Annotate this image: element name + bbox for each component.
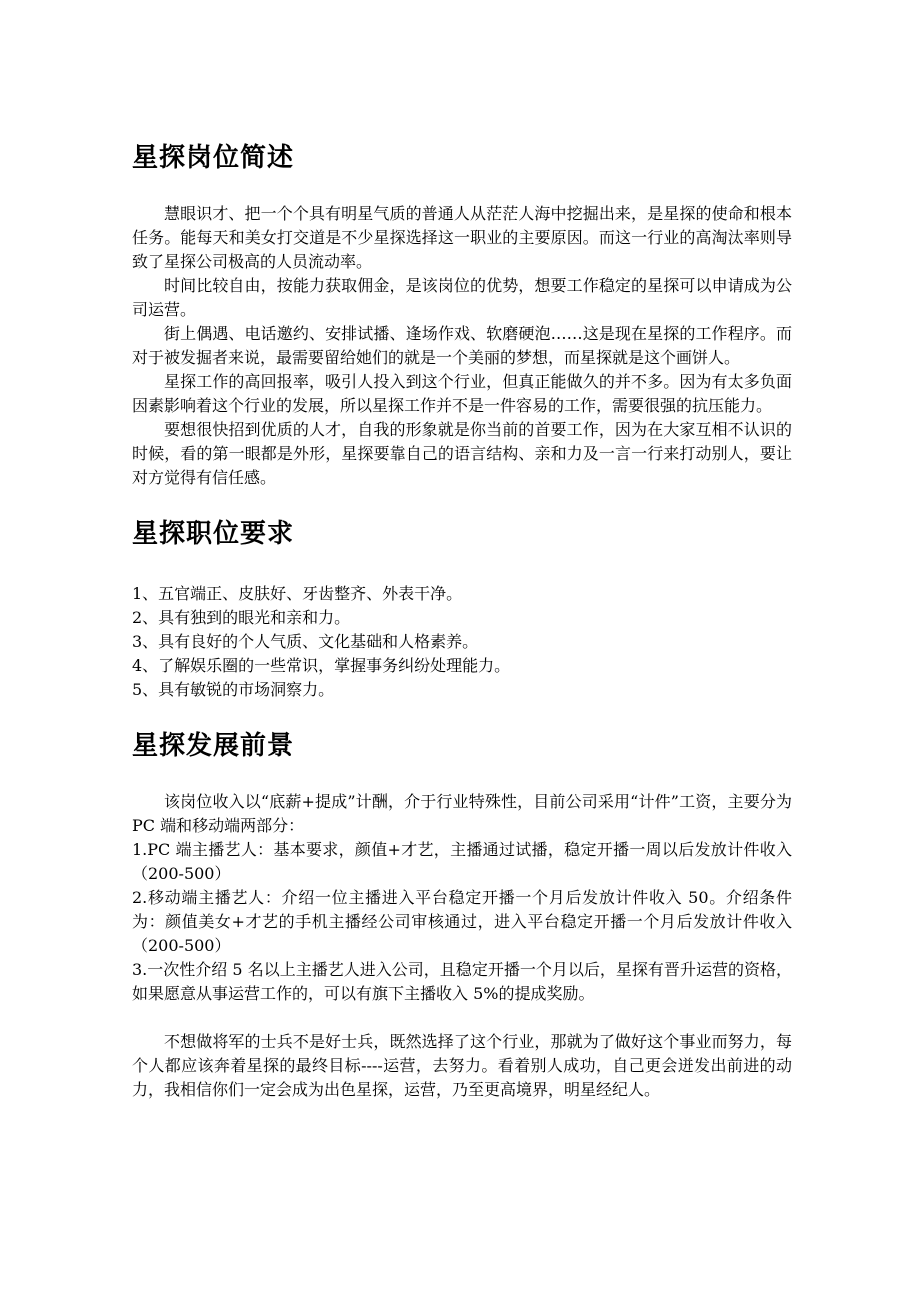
prospects-body xyxy=(132,790,792,1102)
numbered-item: 3.一次性介绍 5 名以上主播艺人进入公司，且稳定开播一个月以后，星探有晋升运营的资格，如果愿意从事运营工作的，可以有旗下主播收入 5%的提成奖励。 xyxy=(132,960,792,1003)
list-item: 4、了解娱乐圈的一些常识，掌握事务纠纷处理能力。 xyxy=(132,656,511,675)
list-item: 1、五官端正、皮肤好、牙齿整齐、外表干净。 xyxy=(132,584,463,603)
paragraph: 时间比较自由，按能力获取佣金，是该岗位的优势，想要工作稳定的星探可以申请成为公司运营。 xyxy=(132,276,792,319)
list-item: 2、具有独到的眼光和亲和力。 xyxy=(132,608,351,627)
requirements-list xyxy=(132,582,792,702)
paragraph: 街上偶遇、电话邀约、安排试播、逢场作戏、软磨硬泡……这是现在星探的工作程序。而对于被发掘者来说，最需要留给她们的就是一个美丽的梦想，而星探就是这个画饼人。 xyxy=(132,324,792,367)
paragraph: 要想很快招到优质的人才，自我的形象就是你当前的首要工作，因为在大家互相不认识的时候，看的第一眼都是外形，星探要靠自己的语言结构、亲和力及一言一行来打动别人，要让对方觉得有信任感。 xyxy=(132,420,792,487)
paragraph: 慧眼识才、把一个个具有明星气质的普通人从茫茫人海中挖掘出来，是星探的使命和根本任务。能每天和美女打交道是不少星探选择这一职业的主要原因。而这一行业的高淘汰率则导致了星探公司极高的人员流动率。 xyxy=(132,204,792,271)
paragraph: 星探工作的高回报率，吸引人投入到这个行业，但真正能做久的并不多。因为有太多负面因素影响着这个行业的发展，所以星探工作并不是一件容易的工作，需要很强的抗压能力。 xyxy=(132,372,792,415)
list-item: 3、具有良好的个人气质、文化基础和人格素养。 xyxy=(132,632,479,651)
section-heading-prospects: 星探发展前景 xyxy=(132,731,295,761)
numbered-item: 1.PC 端主播艺人：基本要求，颜值+才艺，主播通过试播，稳定开播一周以后发放计件收入（200-500） xyxy=(132,840,792,883)
section-heading-requirements: 星探职位要求 xyxy=(132,519,295,549)
closing-paragraph: 不想做将军的士兵不是好士兵，既然选择了这个行业，那就为了做好这个事业而努力，每个人都应该奔着星探的最终目标----运营，去努力。看着别人成功，自己更会迸发出前进的动力，我相信你们一定会成为出色星探，运营，乃至更高境界，明星经纪人。 xyxy=(132,1032,792,1099)
list-item: 5、具有敏锐的市场洞察力。 xyxy=(132,680,335,699)
paragraph: 该岗位收入以“底薪+提成”计酬，介于行业特殊性，目前公司采用“计件”工资，主要分为 PC 端和移动端两部分： xyxy=(132,792,792,835)
job-summary-body xyxy=(132,202,792,490)
section-heading-job-summary: 星探岗位简述 xyxy=(132,143,295,173)
numbered-item: 2.移动端主播艺人：介绍一位主播进入平台稳定开播一个月后发放计件收入 50。介绍条件为：颜值美女+才艺的手机主播经公司审核通过，进入平台稳定开播一个月后发放计件收入（200-500） xyxy=(132,888,792,955)
